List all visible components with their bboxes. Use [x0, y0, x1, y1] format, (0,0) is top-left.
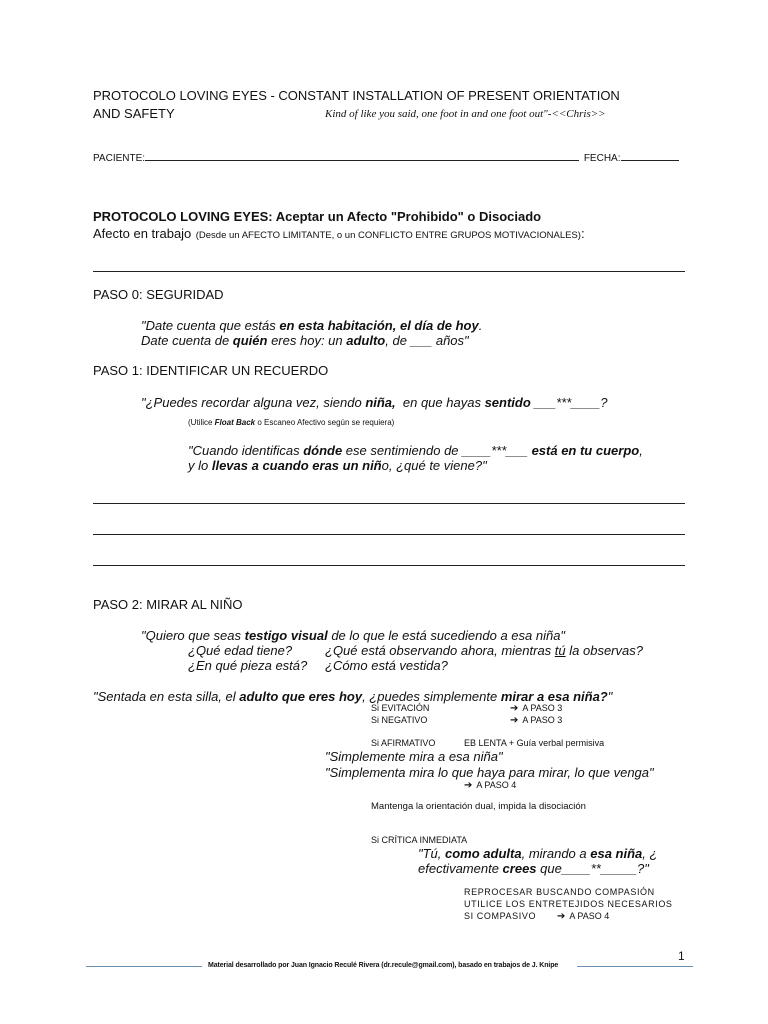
document-title-line-1: PROTOCOLO LOVING EYES - CONSTANT INSTALLATION OF PRESENT ORIENTATION [93, 88, 620, 103]
branch-affirmative-note: EB LENTA + Guía verbal permisiva [464, 738, 605, 748]
question-observing [325, 643, 643, 658]
footer-credit: Material desarrollado por Juan Ignacio Reculé Rivera (dr.recule@gmail.com), basado en trabajos de J. Knipe [208, 962, 559, 969]
emphasis: esa niña [590, 846, 643, 861]
branch-label: Si NEGATIVO [371, 715, 428, 725]
branch-criticism: Si CRÍTICA INMEDIATA [371, 835, 468, 845]
branch-compassionate-target [557, 911, 609, 922]
date-blank [621, 149, 679, 161]
emphasis: está en tu cuerpo [531, 443, 640, 458]
arrow-right-icon: ➔ [510, 703, 519, 714]
branch-compassionate: SI COMPASIVO [464, 911, 537, 921]
date-label: FECHA: [583, 153, 621, 164]
step-2-main-question [93, 689, 612, 704]
branch-negative-target [510, 715, 562, 726]
arrow-right-icon: ➔ [557, 911, 566, 922]
question-clothing: ¿Cómo está vestida? [325, 658, 448, 673]
patient-blank [145, 149, 579, 161]
step-0-line-2 [141, 333, 469, 348]
step-1-body-line-1 [188, 443, 643, 458]
emphasis: Float Back [214, 418, 256, 427]
instruction-look-whatever: "Simplementa mira lo que haya para mirar, lo que venga" [325, 765, 654, 780]
text: de lo que le está sucediendo a esa niña" [327, 628, 566, 643]
memory-answer-line-1 [93, 503, 685, 504]
text: eres hoy: un [267, 333, 347, 348]
criticism-line-1 [418, 846, 657, 861]
emphasis: adulto que eres hoy [239, 689, 363, 704]
branch-target: A PASO 4 [569, 911, 610, 921]
patient-label: PACIENTE: [93, 153, 146, 164]
branch-target: A PASO 3 [522, 703, 563, 713]
step-1-title: PASO 1: IDENTIFICAR UN RECUERDO [93, 363, 329, 378]
text: " [607, 689, 613, 704]
emphasis: dónde [303, 443, 343, 458]
emphasis: adulto [346, 333, 386, 348]
text: ¿Qué está observando ahora, mientras [325, 643, 555, 658]
emphasis: testigo visual [244, 628, 328, 643]
text: la observas? [565, 643, 643, 658]
step-1-body-line-2 [188, 458, 487, 473]
branch-affirmative [371, 738, 435, 748]
text: "Tú, [418, 846, 446, 861]
text: o Escaneo Afectivo según se requiera) [255, 418, 395, 427]
text: ese sentimiendo de ____***___ [342, 443, 532, 458]
text: efectivamente [418, 861, 503, 876]
branch-negative [371, 715, 427, 725]
footer-rule-left [86, 966, 202, 967]
branch-target: A PASO 4 [476, 780, 517, 790]
arrow-right-icon: ➔ [464, 780, 473, 791]
text: "Cuando identificas [188, 443, 304, 458]
text: Date cuenta de [141, 333, 233, 348]
text: y lo [188, 458, 212, 473]
text: que____**_____?" [536, 861, 649, 876]
affect-note: (Desde un AFECTO LIMITANTE, o un CONFLICTO ENTRE GRUPOS MOTIVACIONALES) [195, 230, 581, 241]
text: "Date cuenta que estás [141, 318, 280, 333]
memory-answer-line-3 [93, 565, 685, 566]
question-age: ¿Qué edad tiene? [188, 643, 293, 658]
memory-answer-line-2 [93, 534, 685, 535]
text: ___***____? [530, 395, 608, 410]
question-room: ¿En qué pieza está? [188, 658, 308, 673]
step-2-title: PASO 2: MIRAR AL NIÑO [93, 597, 243, 612]
text: , de ___ años" [385, 333, 469, 348]
affect-answer-line [93, 271, 685, 272]
branch-avoidance-target [510, 703, 562, 714]
branch-label: Si AFIRMATIVO [371, 738, 436, 748]
step-1-question [141, 395, 607, 410]
emphasis: en esta habitación, el día de hoy [279, 318, 479, 333]
handwritten-note: Kind of like you said, one foot in and one foot out"-<<Chris>> [325, 108, 606, 120]
affect-line [93, 225, 585, 243]
text: "Quiero que seas [141, 628, 245, 643]
step-0-line-1 [141, 318, 482, 333]
text: o, ¿qué te viene?" [381, 458, 487, 473]
text: , mirando a [521, 846, 591, 861]
branch-avoidance [371, 703, 429, 713]
branch-target: A PASO 3 [522, 715, 563, 725]
branch-affirmative-target [464, 780, 516, 791]
criticism-line-2 [418, 861, 649, 876]
interweaves-note: UTILICE LOS ENTRETEJIDOS NECESARIOS [464, 899, 673, 909]
arrow-right-icon: ➔ [510, 715, 519, 726]
text: "Sentada en esta silla, el [93, 689, 240, 704]
step-0-title: PASO 0: SEGURIDAD [93, 287, 224, 302]
affect-colon: : [580, 226, 585, 241]
affect-label: Afecto en trabajo [93, 226, 192, 241]
text: "¿Puedes recordar alguna vez, siendo [141, 395, 366, 410]
emphasis: llevas a cuando eras un niñ [211, 458, 382, 473]
text: (Utilice [188, 418, 215, 427]
patient-field [93, 149, 679, 164]
dual-orientation-note: Mantenga la orientación dual, impida la disociación [371, 801, 586, 812]
step-1-note [188, 418, 394, 427]
text: , [639, 443, 643, 458]
protocol-heading: PROTOCOLO LOVING EYES: Aceptar un Afecto "Prohibido" o Disociado [93, 209, 542, 224]
document-title-line-2: AND SAFETY [93, 106, 175, 121]
emphasis: crees [502, 861, 537, 876]
reprocess-note: REPROCESAR BUSCANDO COMPASIÓN [464, 887, 655, 897]
text: . [478, 318, 483, 333]
step-2-witness [141, 628, 565, 643]
emphasis: tú [554, 643, 566, 658]
emphasis: niña, [365, 395, 396, 410]
page-number: 1 [678, 949, 685, 963]
emphasis: quién [232, 333, 268, 348]
emphasis: como adulta [445, 846, 522, 861]
branch-label: Si EVITACIÓN [371, 703, 430, 713]
text: , ¿ [642, 846, 658, 861]
footer-rule-right [577, 966, 693, 967]
emphasis: sentido [484, 395, 531, 410]
text: en que hayas [395, 395, 485, 410]
text: , ¿puedes simplemente [362, 689, 501, 704]
emphasis: mirar a esa niña? [500, 689, 608, 704]
instruction-look-girl: "Simplemente mira a esa niña" [325, 749, 503, 764]
